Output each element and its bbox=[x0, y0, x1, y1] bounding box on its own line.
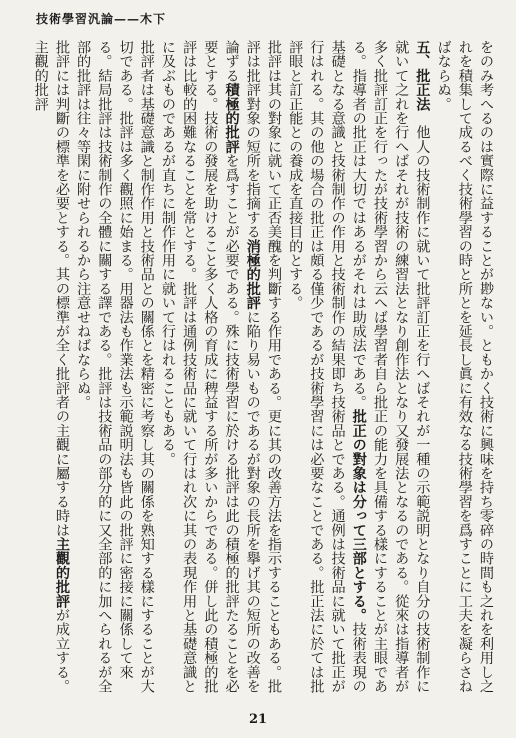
text-segment: 批評には判斷の標準を必要とする。其の標準が全く批評者の主觀に屬する時は bbox=[53, 40, 70, 537]
text-segment: を爲すことが必要である。殊に技術學習に於ける批評は此の積極的批評たることを必要とする。技術の發展を助けること多く人格の育成に稗益する所が多いからである。併し此の積極的批評は比較的困難なることを常とする。批評は通例技術品に就いて行はれ次に其の表現作用と基礎意識とに及ぶものであるが直ちに制作作用に就いて行はれることもある。 bbox=[159, 40, 240, 694]
text-segment: 批評は其の對象に就いて正否美醜を判斷する作用である。更に其の改善方法を指示することもある。批評は批評對象の短所を指摘する bbox=[244, 40, 282, 694]
section-heading: 五、批正法 bbox=[414, 40, 431, 111]
paragraph-batsuseiho bbox=[284, 40, 432, 700]
text-segment: が成立する。主觀的批評 bbox=[32, 40, 70, 694]
text-segment: 批評者は基礎意識と制作作用と技術品との關係とを精密に考察し其の關係を熟知する樣にすることが大切である。批評は多く觀照に始まる。用器法も作業法も示範説明法も皆此の批評に密接に關係して來る。結局批評は技術制作の全體に關する譯である。批評は技術品の部分的に又全部的に加へられるが全部的批評は往々等閑に附せられるから注意せねばならぬ。 bbox=[75, 40, 155, 694]
running-header: 技術學習汎論——木下 bbox=[36, 12, 167, 26]
paragraph-intro bbox=[432, 40, 496, 700]
paragraph-hihyosha bbox=[72, 40, 157, 700]
text-segment: をのみ考へるのは實際に益することが尠ない。ともかく技術に興味を持ち零碎の時間も之れを利用し之れを積集して成るべく技術學習の時と所とを延長し眞に有效なる技術學習を爲すことに工夫を凝らさねばならぬ。 bbox=[435, 40, 494, 694]
emphasized-text: 消極的批評 bbox=[244, 238, 261, 310]
emphasized-text: 批正の對象は分って三部とする。 bbox=[350, 409, 367, 623]
paragraph-hihyo bbox=[157, 40, 284, 700]
paragraph-hyojun bbox=[30, 40, 72, 700]
emphasized-text: 積極的批評 bbox=[223, 82, 240, 154]
emphasized-text: 主觀的批評 bbox=[53, 537, 70, 608]
page-number: 21 bbox=[248, 712, 268, 727]
text-segment: に陥り易いものであるが對象の長所を擧げ其の短所の改善を論ずる bbox=[223, 40, 261, 694]
text-segment: 技術表現の基礎となる意識と技術制作の作用と技術制作の結果即ち技術品とである。通例は技術品に就いて批正が行はれる。其の他の場合の批正は頗る僅少であるが技術學習には必要なことである。批正法に於ては批評眼と訂正能との養成を直接目的とする。 bbox=[287, 40, 367, 694]
body-text bbox=[20, 40, 496, 700]
text-segment: 他人の技術制作に就いて批評訂正を行へばそれが一種の示範説明となり自分の技術制作に就いて之れを行へばそれが技術の練習法となり創作法となり又發展法となるのである。從來は指導者が多く批評訂正を行ったが技術學習から云へば學習者自ら批正の能力を具備する樣にすることが主眼である。指導者の批正は大切ではあるがそれは助成法である。 bbox=[350, 40, 431, 694]
